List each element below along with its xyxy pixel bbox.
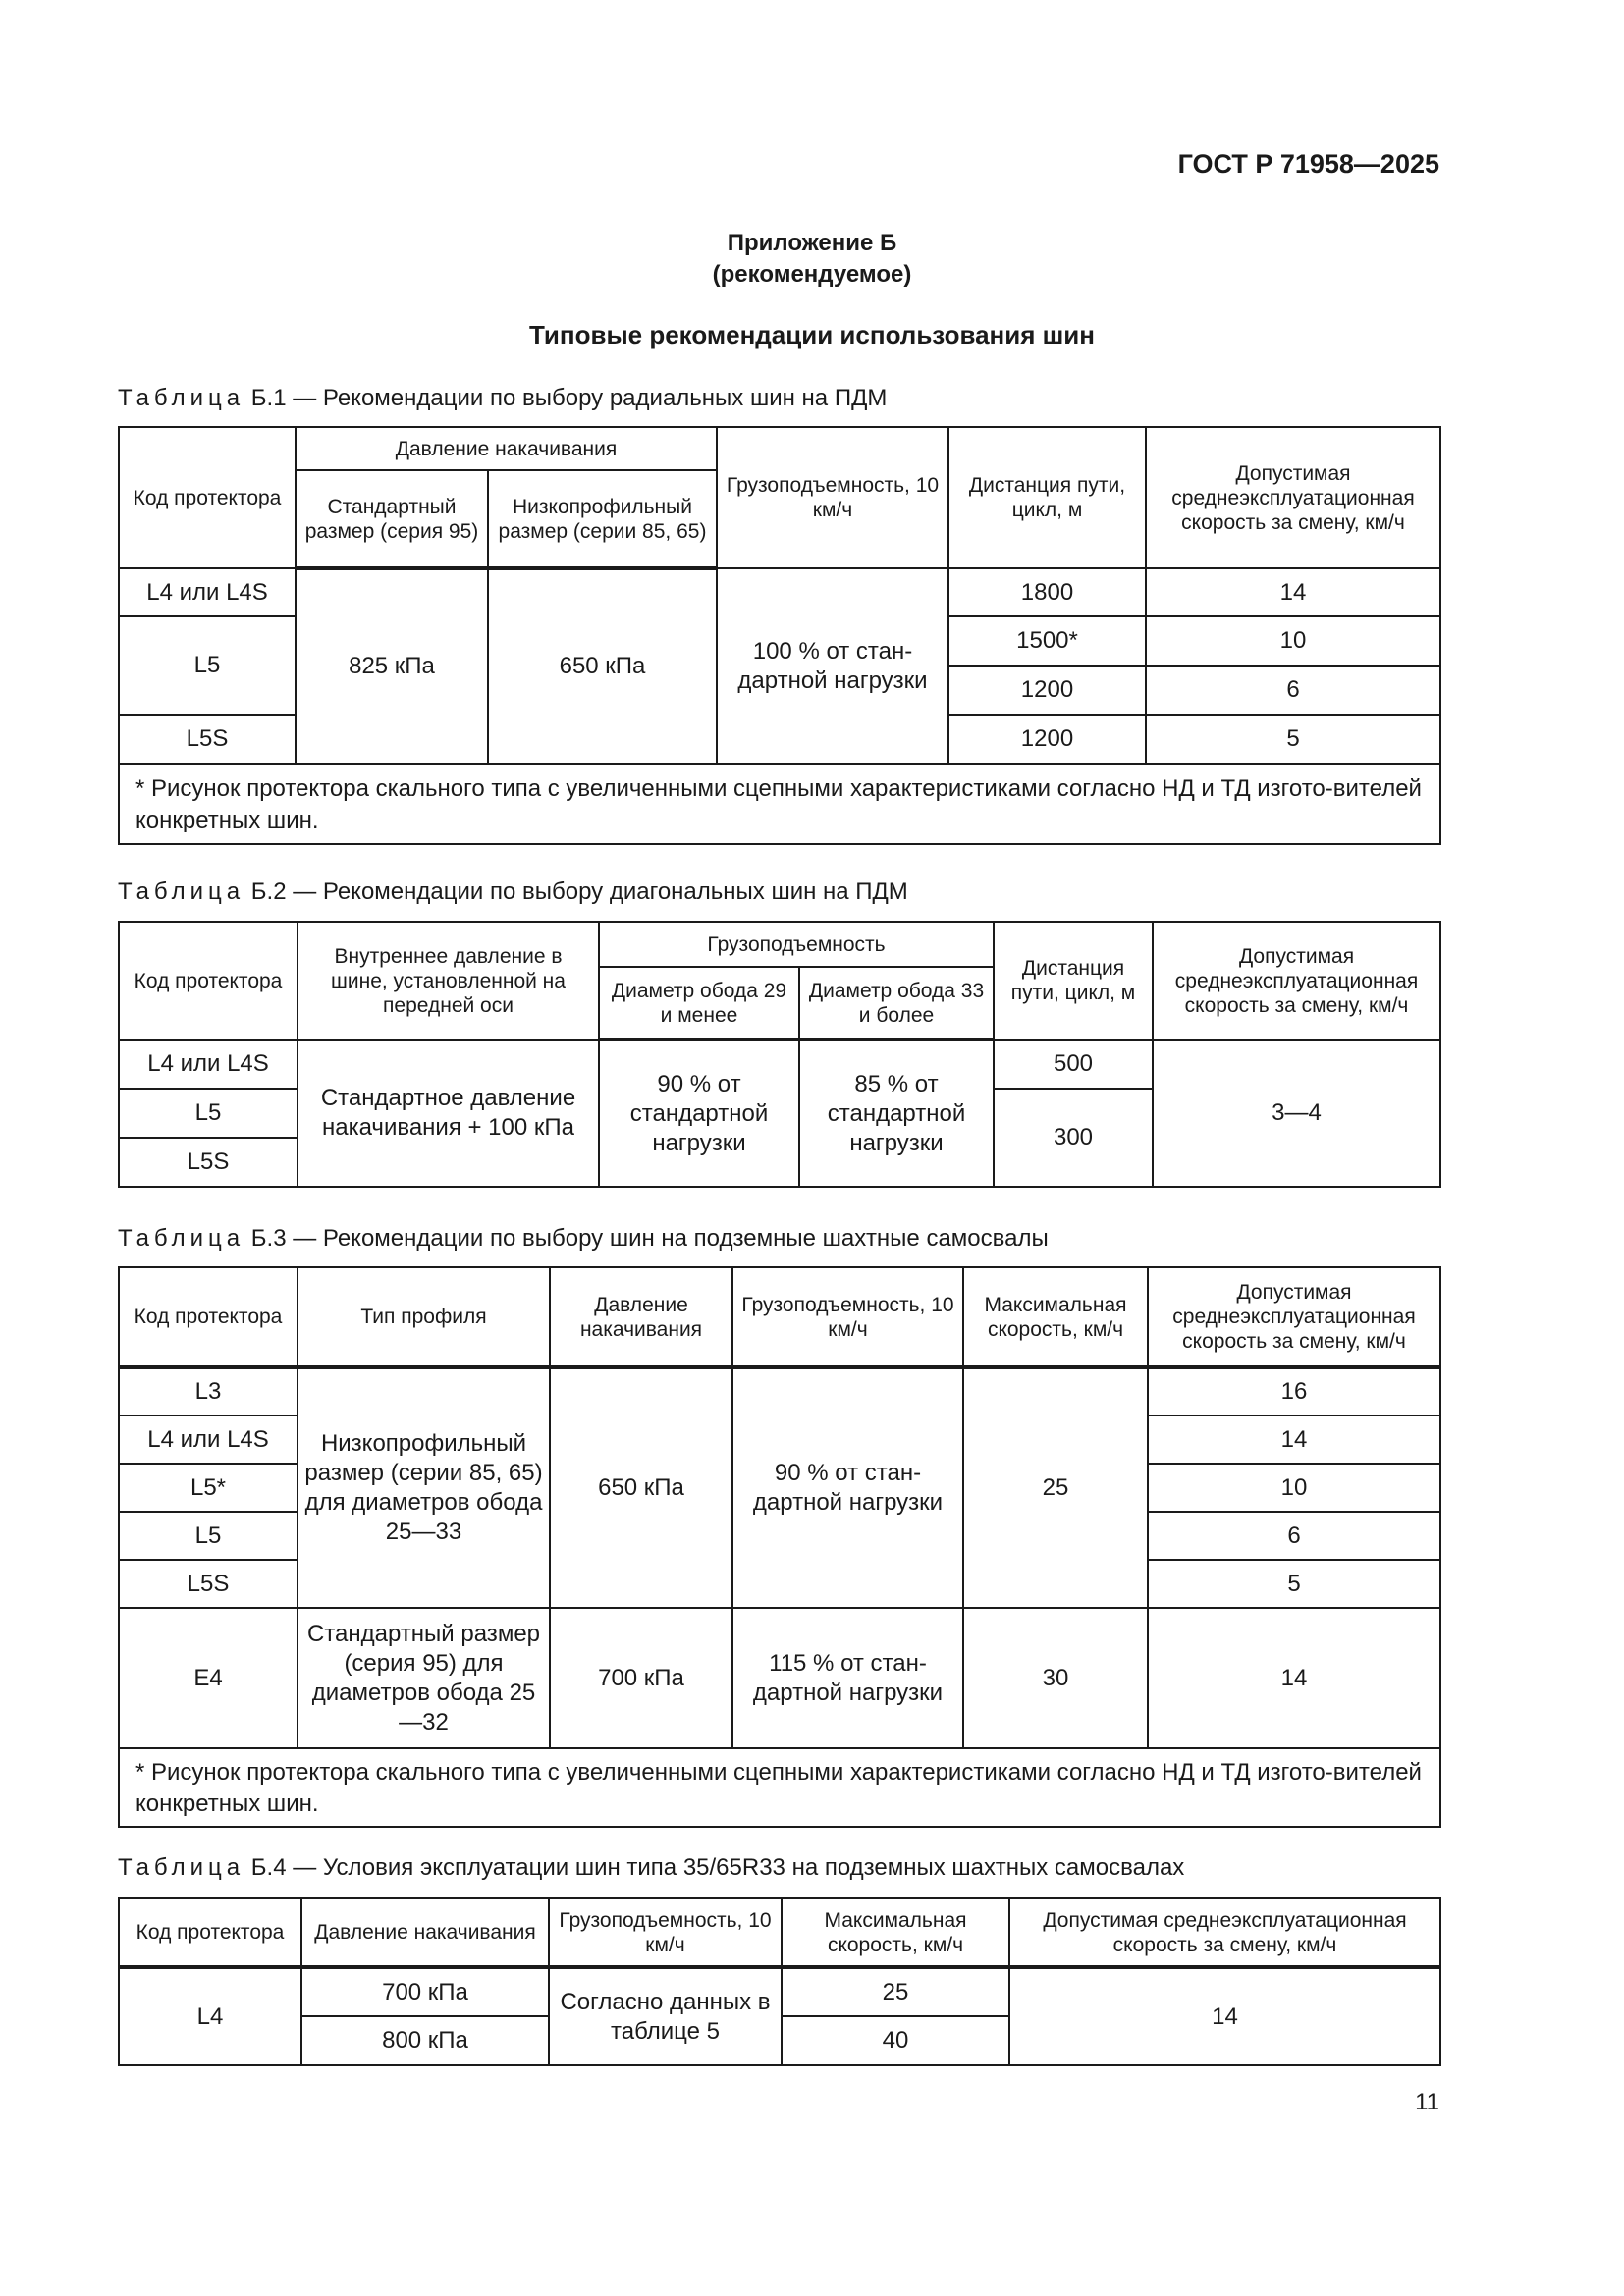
page-number: 11 [1415,2089,1439,2115]
max-speed: 40 [782,2016,1009,2065]
header-profile: Тип профиля [298,1267,550,1367]
header-code: Код протектора [119,922,298,1040]
tread-code: E4 [119,1608,298,1748]
header-capacity: Грузоподъемность [599,922,994,967]
header-max-speed: Максимальная скорость, км/ч [963,1267,1148,1367]
distance: 300 [994,1089,1153,1187]
tread-code: L4 [119,1967,301,2065]
table-word: Таблица [118,385,245,411]
header-code: Код протектора [119,1267,298,1367]
header-std-size: Стандартный размер (серия 95) [296,470,488,568]
table-word: Таблица [118,1854,245,1881]
table-caption-text: Б.1 — Рекомендации по выбору радиальных шин на ПДМ [250,385,888,411]
header-capacity: Грузоподъемность, 10 км/ч [717,427,948,568]
speed: 14 [1009,1967,1440,2065]
pressure: 800 кПа [301,2016,549,2065]
table-caption-text: Б.2 — Рекомендации по выбору диагональных шин на ПДМ [250,879,908,905]
max-speed: 30 [963,1608,1148,1748]
table-word: Таблица [118,879,245,905]
speed: 10 [1146,616,1440,666]
profile: Низкопрофильный размер (серии 85, 65) для диаметров обода 25—33 [298,1367,550,1608]
table-b2 [118,921,1441,1188]
tread-code: L5S [119,1560,298,1608]
tread-code: L3 [119,1367,298,1415]
appendix-title: Приложение Б [727,230,897,256]
table-caption-text: Б.3 — Рекомендации по выбору шин на подземные шахтные самосвалы [250,1225,1049,1252]
capacity: 100 % от стан-дартной нагрузки [717,568,948,764]
speed: 3—4 [1153,1040,1440,1187]
header-speed: Допустимая среднеэксплуатационная скорость за смену, км/ч [1148,1267,1440,1367]
tread-code: L4 или L4S [119,1040,298,1089]
header-pressure: Внутреннее давление в шине, установленной на передней оси [298,922,599,1040]
capacity-rim-29: 90 % от стандартной нагрузки [599,1040,799,1187]
header-speed: Допустимая среднеэксплуатационная скорость за смену, км/ч [1153,922,1440,1040]
speed: 14 [1148,1608,1440,1748]
capacity: Согласно данных в таблице 5 [549,1967,782,2065]
table-b4 [118,1897,1441,2066]
speed: 14 [1148,1415,1440,1464]
header-rim-29: Диаметр обода 29 и менее [599,967,799,1040]
table-b4-caption [118,1854,1184,1882]
header-pressure: Давление накачивания [301,1898,549,1967]
max-speed: 25 [963,1367,1148,1608]
pressure: Стандартное давление накачивания + 100 кПа [298,1040,599,1187]
footnote: * Рисунок протектора скального типа с увеличенными сцепными характеристиками согласно НД и ТД изгото-вителей конкретных шин. [119,1748,1440,1827]
tread-code: L5* [119,1464,298,1512]
header-code: Код протектора [119,1898,301,1967]
table-b2-caption [118,879,908,906]
appendix-heading [0,228,1624,291]
section-title: Типовые рекомендации использования шин [529,320,1095,349]
distance: 1200 [948,666,1146,715]
low-pressure: 650 кПа [488,568,717,764]
header-rim-33: Диаметр обода 33 и более [799,967,994,1040]
max-speed: 25 [782,1967,1009,2016]
distance: 1200 [948,715,1146,764]
std-pressure: 825 кПа [296,568,488,764]
distance: 1800 [948,568,1146,616]
speed: 16 [1148,1367,1440,1415]
header-code: Код протектора [119,427,296,568]
profile: Стандартный размер (серия 95) для диаметров обода 25—32 [298,1608,550,1748]
header-speed: Допустимая среднеэксплуатационная скорость за смену, км/ч [1146,427,1440,568]
tread-code: L5 [119,1512,298,1560]
tread-code: L4 или L4S [119,568,296,616]
header-capacity: Грузоподъемность, 10 км/ч [549,1898,782,1967]
table-caption-text: Б.4 — Условия эксплуатации шин типа 35/65R33 на подземных шахтных самосвалах [250,1854,1185,1881]
table-b1-caption [118,385,887,412]
header-speed: Допустимая среднеэксплуатационная скорость за смену, км/ч [1009,1898,1440,1967]
header-pressure: Давление накачивания [296,427,717,470]
header-distance: Дистанция пути, цикл, м [948,427,1146,568]
table-b1 [118,426,1441,845]
table-b3-caption [118,1225,1049,1253]
speed: 10 [1148,1464,1440,1512]
appendix-type: (рекомендуемое) [712,261,912,288]
table-word: Таблица [118,1225,245,1252]
capacity-rim-33: 85 % от стандартной нагрузки [799,1040,994,1187]
capacity: 90 % от стан-дартной нагрузки [732,1367,963,1608]
tread-code: L5 [119,1089,298,1138]
distance: 500 [994,1040,1153,1089]
pressure: 650 кПа [550,1367,732,1608]
distance: 1500* [948,616,1146,666]
header-max-speed: Максимальная скорость, км/ч [782,1898,1009,1967]
speed: 14 [1146,568,1440,616]
header-capacity: Грузоподъемность, 10 км/ч [732,1267,963,1367]
speed: 5 [1146,715,1440,764]
gost-code: ГОСТ Р 71958—2025 [1177,149,1439,179]
capacity: 115 % от стан-дартной нагрузки [732,1608,963,1748]
footnote: * Рисунок протектора скального типа с увеличенными сцепными характеристиками согласно НД и ТД изгото-вителей конкретных шин. [119,764,1440,844]
speed: 5 [1148,1560,1440,1608]
tread-code: L5 [119,616,296,715]
header-distance: Дистанция пути, цикл, м [994,922,1153,1040]
table-b3 [118,1266,1441,1828]
tread-code: L5S [119,715,296,764]
pressure: 700 кПа [301,1967,549,2016]
tread-code: L5S [119,1138,298,1187]
pressure: 700 кПа [550,1608,732,1748]
header-low-size: Низкопрофильный размер (серии 85, 65) [488,470,717,568]
header-pressure: Давление накачивания [550,1267,732,1367]
tread-code: L4 или L4S [119,1415,298,1464]
speed: 6 [1148,1512,1440,1560]
speed: 6 [1146,666,1440,715]
